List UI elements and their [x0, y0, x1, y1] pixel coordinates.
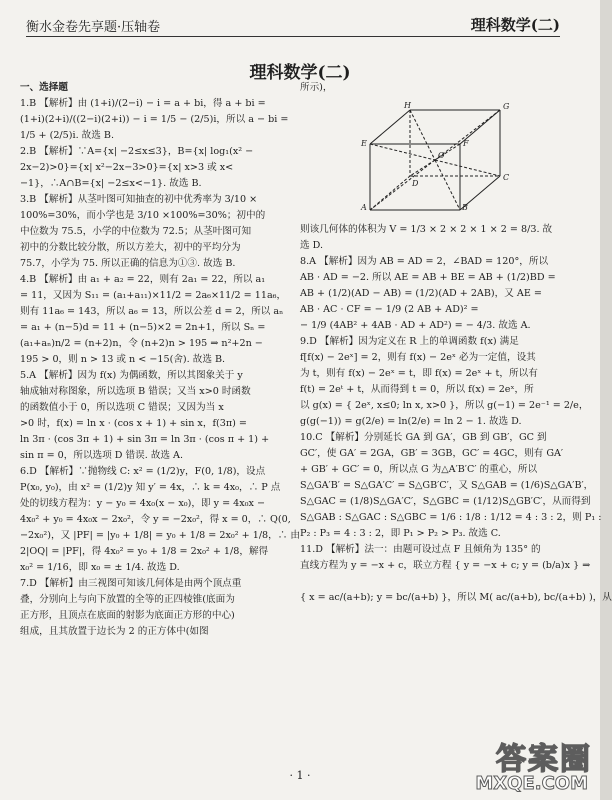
header-subject: 理科数学(二)	[470, 16, 560, 34]
text-line: 4x₀² + y₀ = 4x₀x − 2x₀²，令 y = −2x₀²，得 x = 0，∴ Q(0,	[20, 514, 291, 525]
vertex-label-b: B	[462, 203, 468, 212]
text-line: −2x₀²)，又 |PF| = |y₀ + 1/8| = y₀ + 1/8 = 2x₀² + 1/8，∴ 由	[20, 530, 300, 541]
text-line: f[f(x) − 2eˣ] = 2，则有 f(x) − 2eˣ 必为一定值，设其	[300, 352, 536, 363]
text-line: 直线方程为 y = −x + c，联立方程 { y = −x + c; y = (b/a)x } ⇒	[300, 560, 591, 571]
text-line: 叠，分别向上与向下放置的全等的正四棱锥(底面为	[20, 594, 235, 605]
vertex-label-o: O	[438, 151, 445, 160]
text-line: 7.D 【解析】由三视图可知该几何体是由两个顶点重	[20, 578, 242, 589]
page-header	[26, 14, 560, 37]
text-line: 75.7，小学为 75. 所以正确的信息为①③. 故选 B.	[20, 258, 236, 269]
cube-hidden-edge	[370, 176, 410, 210]
pyramid-edge	[435, 110, 500, 160]
text-line: ln 3π · (cos 3π + 1) + sin 3π = ln 3π · (cos π + 1) +	[20, 434, 270, 445]
pyramid-edge	[410, 110, 435, 160]
cube-figure	[360, 100, 530, 212]
right-column	[300, 80, 612, 606]
vertex-label-f: F	[463, 139, 469, 148]
cube-edge	[370, 110, 410, 144]
text-line: 正方形，且顶点在底面的射影为底面正方形的中心)	[20, 610, 235, 621]
text-line: x₀² = 1/16，即 x₀ = ± 1/4. 故选 D.	[20, 562, 180, 573]
vertex-label-a: A	[361, 203, 367, 212]
left-column	[20, 80, 300, 640]
text-line: 100%=30%，而小学也是 3/10 ×100%=30%；初中的	[20, 210, 266, 221]
text-line: 5.A 【解析】因为 f(x) 为偶函数，所以其图象关于 y	[20, 370, 243, 381]
vertex-label-c: C	[503, 173, 510, 182]
text-line: 4.B 【解析】由 a₁ + a₂ = 22，则有 2a₁ = 22，所以 a₁	[20, 274, 266, 285]
watermark-main: 答案圈	[496, 742, 592, 777]
text-line: S△GAC = (1/8)S△GA′C′，S△GBC = (1/12)S△GB′C′，从而得到	[300, 496, 591, 507]
text-line: 的函数值小于 0，所以选项 C 错误；又因为当 x	[20, 402, 224, 413]
text-line: 3.B 【解析】从茎叶图可知抽查的初中优秀率为 3/10 ×	[20, 194, 258, 205]
text-line: 以 g(x) = { 2eˣ, x≤0; ln x, x>0 }，所以 g(−1) = 2e⁻¹ = 2/e，	[300, 400, 589, 411]
vertex-label-d: D	[412, 179, 419, 188]
vertex-label-e: E	[361, 139, 367, 148]
left-answer-text	[20, 96, 300, 640]
pyramid-edge	[435, 160, 460, 210]
text-line: S△GA′B′ = S△GA′C′ = S△GB′C′，又 S△GAB = (1/6)S△GA′B′，	[300, 480, 594, 491]
text-line: − 1/9 (4AB² + 4AB · AD + AD²) = − 4/3. 故选 A.	[300, 320, 531, 331]
text-line: = a₁ + (n−5)d = 11 + (n−5)×2 = 2n+1，所以 Sₙ =	[20, 322, 266, 333]
text-line: 11.D 【解析】法一：由题可设过点 F 且倾角为 135° 的	[300, 544, 541, 555]
text-line: 9.D 【解析】因为定义在 R 上的单调函数 f(x) 满足	[300, 336, 519, 347]
text-line: 1.B 【解析】由 (1+i)/(2−i) − i = a + bi，得 a + bi =	[20, 98, 266, 109]
right-answer-text	[300, 222, 612, 606]
right-answer-text-top	[300, 80, 570, 96]
text-line: 选 D.	[300, 240, 324, 251]
text-line: AB · AD = −2. 所以 AE = AB + BE = AB + (1/2)BD =	[300, 272, 556, 283]
text-line: = 11，又因为 S₁₁ = (a₁+a₁₁)×11/2 = 2a₆×11/2 = 11a₆，	[20, 290, 287, 301]
pyramid-edge	[370, 144, 435, 160]
text-line: 则有 11a₆ = 143，所以 a₆ = 13，所以公差 d = 2，所以 aₙ	[20, 306, 284, 317]
text-line: 8.A 【解析】因为 AB = AD = 2，∠BAD = 120°，所以	[300, 256, 549, 267]
text-line: 为 t，则有 f(x) − 2eˣ = t，即 f(x) = 2eˣ + t，所以有	[300, 368, 538, 379]
text-line: 2|OQ| = |PF|，得 4x₀² = y₀ + 1/8 = 2x₀² + 1/8，解得	[20, 546, 269, 557]
text-line: 处的切线方程为：y − y₀ = 4x₀(x − x₀)，即 y = 4x₀x −	[20, 498, 266, 509]
text-line: 组成，且其放置于边长为 2 的正方体中(如图	[20, 626, 209, 637]
text-line: 2x−2)>0}={x| x²−2x−3>0}={x| x>3 或 x<	[20, 162, 234, 173]
vertex-label-h: H	[404, 101, 411, 110]
text-line: P(x₀, y₀)，由 x² = (1/2)y 知 y′ = 4x，∴ k = 4x₀，∴ P 点	[20, 482, 281, 493]
pyramid-edge	[370, 160, 435, 210]
text-line: (a₁+aₙ)n/2 = (n+2)n，令 (n+2)n > 195 ⇒ n²+2n −	[20, 338, 263, 349]
text-line: 中位数为 75.5，小学的中位数为 72.5；从茎叶图可知	[20, 226, 252, 237]
text-line: −1}，∴A∩B={x| −2≤x<−1}. 故选 B.	[20, 178, 202, 189]
text-line: AB + (1/2)(AD − AB) = (1/2)(AD + 2AB)，又 AE =	[300, 288, 542, 299]
text-line: 1/5 + (2/5)i. 故选 B.	[20, 130, 115, 141]
text-line: g(g(−1)) = g(2/e) = ln(2/e) = ln 2 − 1. 故选 D.	[300, 416, 522, 427]
text-line: 195 > 0，则 n > 13 或 n < −15(舍). 故选 B.	[20, 354, 226, 365]
pyramid-edge	[435, 160, 500, 176]
vertex-label-g: G	[503, 102, 510, 111]
text-line: sin π = 0，所以选项 D 错误. 故选 A.	[20, 450, 184, 461]
text-line: GC′，使 GA′ = 2GA，GB′ = 3GB，GC′ = 4GC，则有 GA′	[300, 448, 564, 459]
text-line: { x = ac/(a+b); y = bc/(a+b) }，所以 M( ac/(a+b), bc/(a+b) )，从	[300, 592, 612, 603]
text-line: + GB′ + GC′ = 0，所以点 G 为△A′B′C′ 的重心，所以	[300, 464, 538, 475]
text-line: 所示)，	[300, 82, 333, 93]
text-line: (1+i)(2+i)/((2−i)(2+i)) − i = 1/5 − (2/5)i，所以 a − bi =	[20, 114, 289, 125]
page-title: 理科数学(二)	[249, 63, 351, 83]
text-line: 初中的分数比较分散，所以方差大，初中的平均分为	[20, 242, 241, 253]
header-series-title: 衡水金卷先享题·压轴卷	[26, 20, 161, 35]
text-line: 2.B 【解析】∵A={x| −2≤x≤3}，B={x| log₁(x² −	[20, 146, 254, 157]
text-line: AB · AC · CF = − 1/9 (2 AB + AD)² =	[300, 304, 479, 315]
text-line: P₂ : P₃ = 4 : 3 : 2，即 P₁ > P₂ > P₃. 故选 C.	[300, 528, 501, 539]
pyramid-edge	[410, 160, 435, 176]
watermark-logo	[462, 734, 592, 794]
section-heading: 一、选择题	[20, 82, 68, 93]
text-line: 则该几何体的体积为 V = 1/3 × 2 × 2 × 1 × 2 = 8/3. 故	[300, 224, 553, 235]
text-line: f(t) = 2eᵗ + t，从而得到 t = 0，所以 f(x) = 2eˣ，所	[300, 384, 534, 395]
watermark-url: MXQE.COM	[475, 773, 588, 794]
page-number: · 1 ·	[289, 769, 311, 782]
text-line: 6.D 【解析】∵抛物线 C: x² = (1/2)y，F(0, 1/8)，设点	[20, 466, 266, 477]
text-line	[300, 574, 570, 590]
text-line: >0 时，f(x) = ln x · (cos x + 1) + sin x，f(3π) =	[20, 418, 247, 429]
text-line: 轴成轴对称图象，所以选项 B 错误；又当 x>0 时函数	[20, 386, 251, 397]
text-line: 10.C 【解析】分别延长 GA 到 GA′，GB 到 GB′，GC 到	[300, 432, 547, 443]
text-line: S△GAB : S△GAC : S△GBC = 1/6 : 1/8 : 1/12 = 4 : 3 : 2，则 P₁ :	[300, 512, 602, 523]
